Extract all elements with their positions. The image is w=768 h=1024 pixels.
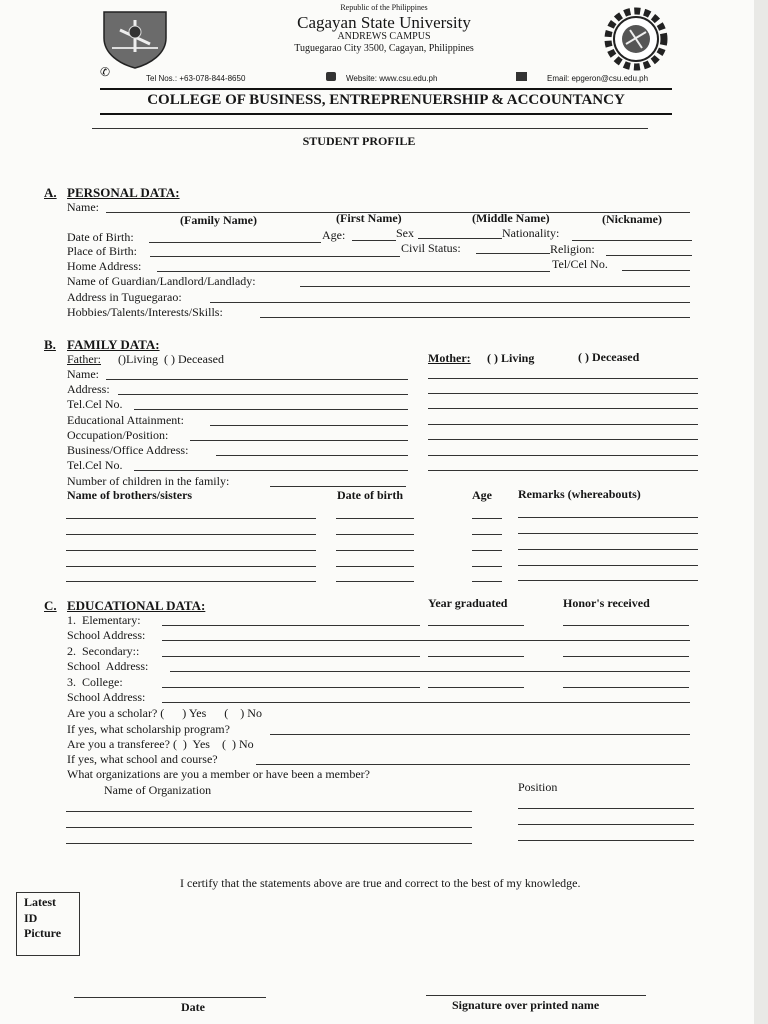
- section-a-letter: A.: [44, 185, 57, 200]
- organizations-question: What organizations are you a member or have been a member?: [67, 767, 370, 781]
- parent-telcel2-label: Tel.Cel No.: [67, 458, 123, 472]
- middle-name-caption: (Middle Name): [472, 211, 550, 225]
- section-a-title: PERSONAL DATA:: [67, 185, 180, 200]
- pob-label: Place of Birth:: [67, 244, 137, 258]
- mother-label: Mother:: [428, 351, 471, 365]
- campus-name: ANDREWS CAMPUS: [337, 31, 431, 42]
- id-picture-label-3: Picture: [24, 926, 62, 940]
- family-name-caption: (Family Name): [180, 213, 257, 227]
- hobbies-label: Hobbies/Talents/Interests/Skills:: [67, 305, 223, 319]
- college-name: COLLEGE OF BUSINESS, ENTREPRENUERSHIP & ACCOUNTANCY: [147, 92, 625, 108]
- address-tuguegarao-label: Address in Tuguegarao:: [67, 290, 182, 304]
- nickname-caption: (Nickname): [602, 212, 662, 226]
- school-course-label: If yes, what school and course?: [67, 752, 218, 766]
- org-name-header: Name of Organization: [104, 783, 212, 797]
- sibling-age-header: Age: [472, 488, 492, 502]
- elementary-address-label: School Address:: [67, 628, 146, 642]
- parent-occupation-label: Occupation/Position:: [67, 428, 169, 442]
- section-c-title: EDUCATIONAL DATA:: [67, 598, 206, 613]
- secondary-address-label: School Address:: [67, 659, 149, 673]
- email: Email: epgeron@csu.edu.ph: [547, 74, 649, 83]
- parent-address-label: Address:: [67, 382, 110, 396]
- first-name-caption: (First Name): [336, 211, 402, 225]
- section-b-letter: B.: [44, 337, 56, 352]
- mother-deceased: ( ) Deceased: [578, 350, 640, 364]
- sibling-remarks-header: Remarks (whereabouts): [518, 487, 641, 501]
- parent-education-label: Educational Attainment:: [67, 413, 184, 427]
- web-icon: [326, 72, 336, 81]
- college-gear-logo-icon: [600, 6, 672, 72]
- tel-numbers: Tel Nos.: +63-078-844-8650: [146, 74, 246, 83]
- siblings-header: Name of brothers/sisters: [67, 488, 193, 502]
- section-b-title: FAMILY DATA:: [67, 337, 160, 352]
- id-picture-label-2: ID: [24, 911, 38, 925]
- sex-label: Sex: [396, 226, 414, 240]
- scholarship-program-label: If yes, what scholarship program?: [67, 722, 230, 736]
- sibling-dob-header: Date of birth: [337, 488, 403, 502]
- home-address-label: Home Address:: [67, 259, 142, 273]
- signature-label: Signature over printed name: [452, 998, 600, 1012]
- parent-telcel-label: Tel.Cel No.: [67, 397, 123, 411]
- university-name: Cagayan State University: [297, 13, 471, 32]
- university-seal-icon: [100, 8, 170, 70]
- guardian-label: Name of Guardian/Landlord/Landlady:: [67, 274, 256, 288]
- civil-status-label: Civil Status:: [401, 241, 461, 255]
- secondary-label: 2. Secondary::: [67, 644, 140, 658]
- college-address-label: School Address:: [67, 690, 146, 704]
- scholar-question: Are you a scholar? ( ) Yes ( ) No: [67, 706, 262, 720]
- father-label: Father:: [67, 352, 101, 366]
- parent-business-label: Business/Office Address:: [67, 443, 189, 457]
- honors-header: Honor's received: [563, 596, 650, 610]
- section-c-letter: C.: [44, 598, 57, 613]
- father-status: ()Living ( ) Deceased: [118, 352, 224, 366]
- org-position-header: Position: [518, 780, 558, 794]
- website: Website: www.csu.edu.ph: [346, 74, 438, 83]
- year-graduated-header: Year graduated: [428, 596, 508, 610]
- date-label: Date: [181, 1000, 205, 1014]
- parent-name-label: Name:: [67, 367, 99, 381]
- nationality-label: Nationality:: [502, 226, 560, 240]
- elementary-label: 1. Elementary:: [67, 613, 141, 627]
- phone-icon: ✆: [100, 65, 111, 79]
- name-label: Name:: [67, 200, 99, 214]
- id-picture-box: [16, 892, 80, 956]
- university-address: Tuguegarao City 3500, Cagayan, Philippines: [294, 43, 474, 54]
- dob-label: Date of Birth:: [67, 230, 134, 244]
- id-picture-label-1: Latest: [24, 895, 56, 909]
- children-count-label: Number of children in the family:: [67, 474, 230, 488]
- transferee-question: Are you a transferee? ( ) Yes ( ) No: [67, 737, 254, 751]
- mother-living: ( ) Living: [487, 351, 535, 365]
- form-title: STUDENT PROFILE: [302, 134, 416, 148]
- age-label: Age:: [322, 228, 346, 242]
- republic-text: Republic of the Philippines: [340, 3, 428, 12]
- certification-statement: I certify that the statements above are true and correct to the best of my knowledge.: [180, 876, 581, 890]
- religion-label: Religion:: [550, 242, 595, 256]
- mail-icon: [516, 72, 527, 81]
- telcel-label: Tel/Cel No.: [552, 257, 608, 271]
- college-label: 3. College:: [67, 675, 123, 689]
